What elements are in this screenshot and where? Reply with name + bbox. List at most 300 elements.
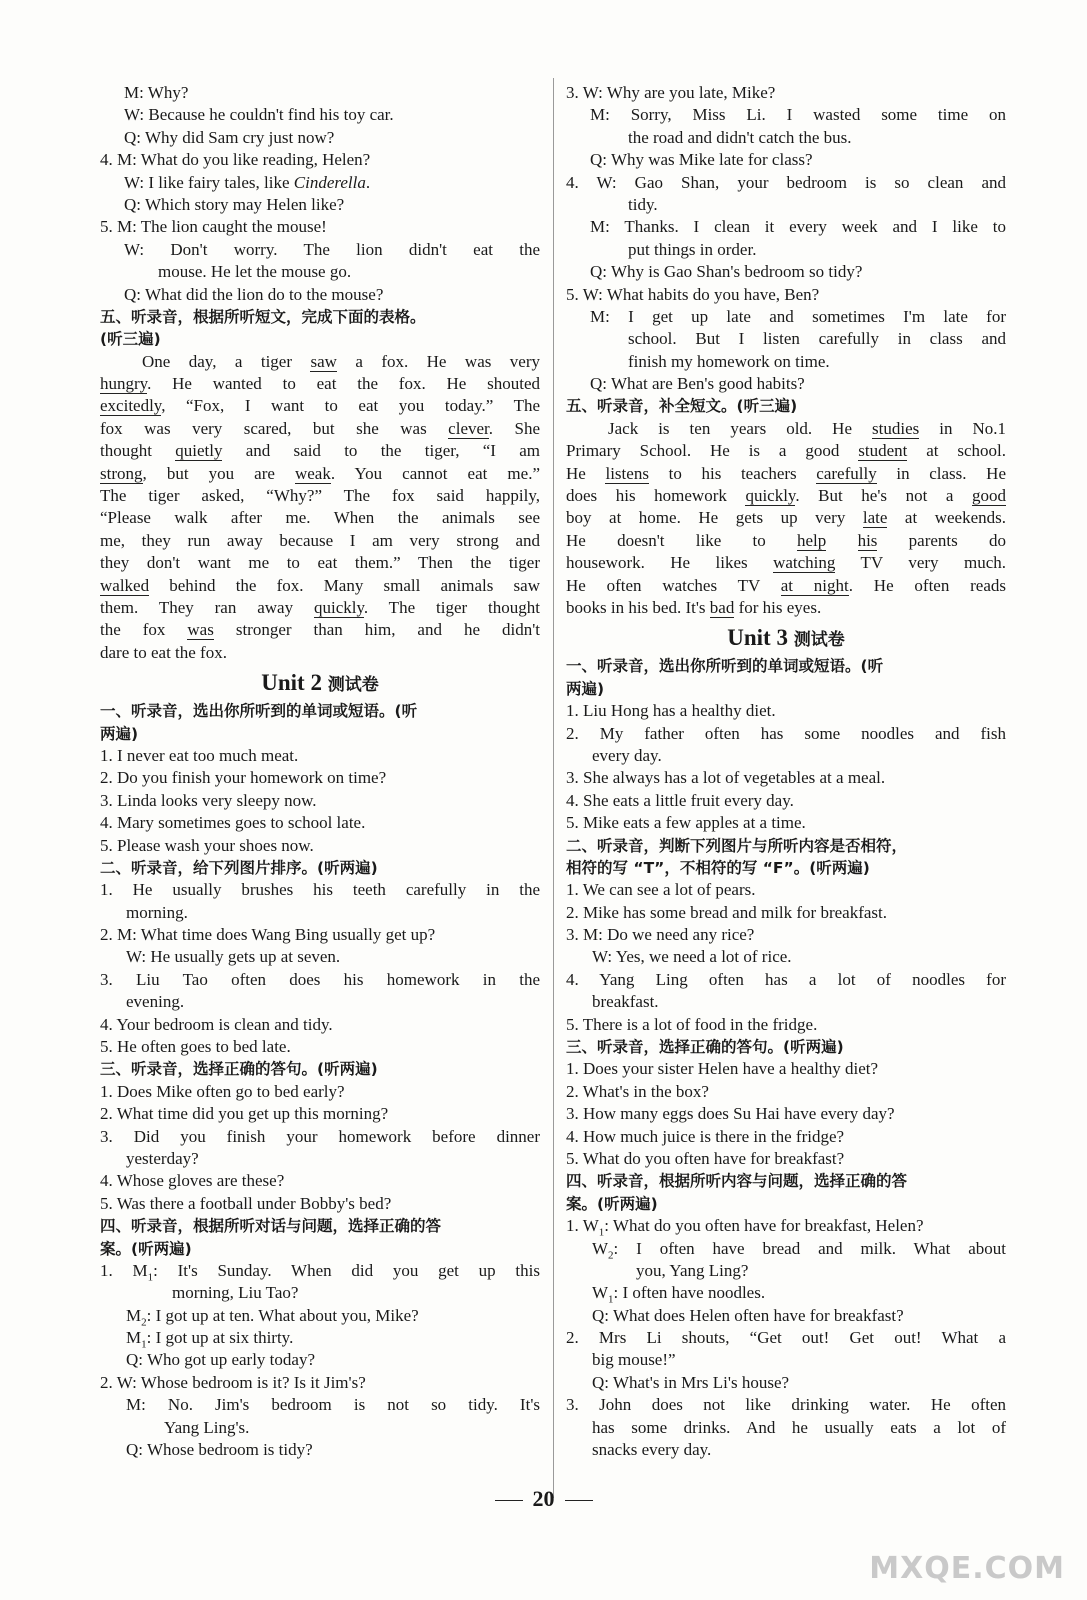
- text-segment: 1. Liu Hong has a healthy diet.: [566, 701, 776, 721]
- text-line: [100, 1170, 540, 1192]
- text-segment: The tiger asked, “Why?” The fox said happily,: [100, 486, 540, 506]
- text-segment: you, Yang Ling?: [636, 1260, 749, 1280]
- text-line: [100, 395, 540, 417]
- text-segment: : What do you often have for breakfast, Helen?: [604, 1216, 924, 1236]
- text-line: [100, 194, 540, 216]
- section-heading: [100, 1215, 540, 1237]
- filled-answer: quickly: [313, 597, 364, 617]
- text-segment: W: Don't worry. The lion didn't eat the: [124, 239, 540, 259]
- text-segment: Q: Who got up early today?: [126, 1350, 316, 1370]
- text-line: [566, 575, 1006, 597]
- text-segment: in No.1: [919, 418, 1006, 438]
- text-line: [100, 82, 540, 104]
- text-segment: boy at home. He gets up very: [566, 508, 863, 528]
- text-line: [566, 82, 1006, 104]
- text-line: [566, 463, 1006, 485]
- text-segment: 2. Mike has some bread and milk for breakfast.: [566, 902, 888, 922]
- text-line: [566, 284, 1006, 306]
- text-segment: 3. Linda looks very sleepy now.: [100, 790, 317, 810]
- text-line: [566, 104, 1006, 126]
- text-segment: W: He usually gets up at seven.: [126, 947, 341, 967]
- filled-answer: strong: [100, 463, 143, 483]
- text-segment: evening.: [126, 992, 185, 1012]
- text-segment: 4. Mary sometimes goes to school late.: [100, 813, 366, 833]
- text-line: [566, 597, 1006, 619]
- text-segment: (听三遍): [100, 330, 161, 349]
- section-heading: [566, 835, 1006, 857]
- text-line: [566, 1394, 1006, 1416]
- text-segment: 5. There is a lot of food in the fridge.: [566, 1014, 818, 1034]
- section-heading: [566, 857, 1006, 879]
- text-segment: 5. What do you often have for breakfast?: [566, 1148, 845, 1168]
- text-segment: 2. What's in the box?: [566, 1081, 709, 1101]
- text-segment: 3. Liu Tao often does his homework in the: [100, 969, 540, 989]
- text-line: [566, 1238, 1006, 1260]
- text-segment: Yang Ling's.: [164, 1417, 250, 1437]
- text-line: [100, 1282, 540, 1304]
- text-segment: He often watches TV: [566, 575, 781, 595]
- text-segment: Q: Why was Mike late for class?: [590, 150, 813, 170]
- text-line: [100, 745, 540, 767]
- text-segment: . The tiger thought: [363, 597, 540, 617]
- text-segment: 3. John does not like drinking water. He often: [566, 1395, 1006, 1415]
- text-segment: 5. Was there a football under Bobby's bed?: [100, 1193, 392, 1213]
- text-line: [100, 619, 540, 641]
- section-heading: [566, 678, 1006, 700]
- text-line: [100, 485, 540, 507]
- text-segment: 2. What time did you get up this morning?: [100, 1104, 389, 1124]
- text-segment: . He often reads: [848, 575, 1006, 595]
- text-segment: W: I like fairy tales, like: [124, 172, 294, 192]
- text-line: [100, 418, 540, 440]
- text-line: [100, 1126, 540, 1148]
- text-segment: M: No. Jim's bedroom is not so tidy. It's: [126, 1395, 540, 1415]
- text-segment: the road and didn't catch the bus.: [628, 127, 852, 147]
- text-segment: 2. My father often has some noodles and fish: [566, 723, 1006, 743]
- text-line: [566, 1282, 1006, 1304]
- text-segment: breakfast.: [592, 992, 659, 1012]
- text-line: [566, 879, 1006, 901]
- text-segment: : It's Sunday. When did you get up this: [153, 1260, 540, 1280]
- text-segment: Q: What are Ben's good habits?: [590, 374, 805, 394]
- text-segment: Q: Why did Sam cry just now?: [124, 127, 335, 147]
- text-line: [100, 440, 540, 462]
- text-line: [566, 261, 1006, 283]
- text-segment: 5. He often goes to bed late.: [100, 1037, 291, 1057]
- text-line: [100, 463, 540, 485]
- text-segment: and said to the tiger, “I am: [222, 441, 540, 461]
- text-line: [566, 812, 1006, 834]
- right-column: [566, 82, 1006, 1461]
- text-line: [566, 969, 1006, 991]
- text-segment: for his eyes.: [734, 597, 822, 617]
- text-segment: to his teachers: [648, 463, 817, 483]
- text-segment: morning.: [126, 902, 188, 922]
- text-segment: 测试卷: [327, 675, 379, 696]
- text-segment: 4. She eats a little fruit every day.: [566, 790, 794, 810]
- text-segment: . You cannot eat me.”: [330, 463, 540, 483]
- text-segment: : I got up at six thirty.: [146, 1328, 294, 1348]
- text-line: [566, 991, 1006, 1013]
- text-segment: yesterday?: [126, 1148, 199, 1168]
- text-line: [100, 1305, 540, 1327]
- text-segment: . She: [488, 418, 540, 438]
- text-line: [100, 284, 540, 306]
- text-line: [100, 969, 540, 991]
- text-line: [100, 1372, 540, 1394]
- text-line: [100, 1014, 540, 1036]
- text-segment: W: [592, 1283, 609, 1303]
- text-segment: 4. Yang Ling often has a lot of noodles for: [566, 969, 1006, 989]
- text-segment: 一、听录音，选出你所听到的单词或短语。(听: [100, 702, 418, 721]
- text-line: [566, 172, 1006, 194]
- text-segment: does his homework: [566, 486, 746, 506]
- text-line: [100, 552, 540, 574]
- text-segment: finish my homework on time.: [628, 351, 830, 371]
- text-segment: 2. Mrs Li shouts, “Get out! Get out! What a: [566, 1328, 1006, 1348]
- text-line: [566, 1327, 1006, 1349]
- text-line: [566, 767, 1006, 789]
- filled-answer: excitedly: [100, 396, 162, 416]
- text-line: [566, 216, 1006, 238]
- text-line: [100, 351, 540, 373]
- text-segment: thought: [100, 441, 176, 461]
- text-segment: 4. How much juice is there in the fridge?: [566, 1126, 845, 1146]
- text-segment: Cinderella: [293, 172, 366, 192]
- text-segment: 相符的写 “T”，不相符的写 “F”。(听两遍): [566, 858, 870, 877]
- speaker-subscript: 1: [147, 1271, 154, 1283]
- text-line: [100, 835, 540, 857]
- text-line: [566, 745, 1006, 767]
- section-heading: [100, 1058, 540, 1080]
- section-heading: [100, 328, 540, 350]
- text-segment: . He wanted to eat the fox. He shouted: [147, 374, 540, 394]
- text-line: [100, 575, 540, 597]
- text-segment: parents do: [877, 530, 1006, 550]
- text-segment: M: Why?: [124, 83, 189, 102]
- text-segment: : I often have bread and milk. What about: [613, 1238, 1006, 1258]
- text-segment: M: I get up late and sometimes I'm late for: [590, 306, 1006, 326]
- text-line: [100, 946, 540, 968]
- unit-title: [100, 664, 540, 700]
- text-line: [100, 530, 540, 552]
- text-segment: 3. She always has a lot of vegetables at a meal.: [566, 768, 886, 788]
- text-line: [566, 1439, 1006, 1461]
- text-segment: housework. He likes: [566, 553, 774, 573]
- filled-answer: his: [857, 530, 878, 550]
- text-segment: Unit 3: [727, 625, 794, 651]
- watermark-logo: MXQE.COM: [869, 1551, 1065, 1586]
- text-segment: 四、听录音，根据所听内容与问题，选择正确的答: [566, 1172, 908, 1191]
- text-line: [566, 239, 1006, 261]
- filled-answer: was: [187, 620, 214, 640]
- text-line: [100, 902, 540, 924]
- text-segment: 5. Please wash your shoes now.: [100, 835, 314, 855]
- text-segment: mouse. He let the mouse go.: [158, 262, 352, 282]
- text-segment: every day.: [592, 745, 662, 765]
- text-segment: in class. He: [876, 463, 1006, 483]
- text-segment: TV very much.: [835, 553, 1006, 573]
- text-line: [566, 1305, 1006, 1327]
- text-line: [566, 552, 1006, 574]
- text-line: [100, 216, 540, 238]
- text-line: [566, 1215, 1006, 1237]
- text-segment: 两遍): [566, 679, 605, 698]
- text-segment: 1. Does your sister Helen have a healthy diet?: [566, 1059, 879, 1079]
- text-segment: 3. W: Why are you late, Mike?: [566, 83, 776, 102]
- text-segment: 案。(听两遍): [566, 1194, 658, 1213]
- text-line: [100, 767, 540, 789]
- text-line: [566, 1103, 1006, 1125]
- text-line: [566, 1148, 1006, 1170]
- text-line: [566, 1126, 1006, 1148]
- text-segment: He doesn't like to: [566, 530, 798, 550]
- filled-answer: hungry: [100, 374, 148, 394]
- filled-answer: watching: [773, 553, 836, 573]
- section-heading: [100, 857, 540, 879]
- text-segment: me, they run away because I am very strong and: [100, 530, 540, 550]
- text-segment: 五、听录音，补全短文。(听三遍): [566, 397, 798, 416]
- text-line: [100, 1148, 540, 1170]
- text-segment: 1. Does Mike often go to bed early?: [100, 1081, 345, 1101]
- section-heading: [100, 306, 540, 328]
- text-segment: stronger than him, and he didn't: [213, 620, 540, 640]
- text-segment: 4. W: Gao Shan, your bedroom is so clean and: [566, 172, 1006, 192]
- text-line: [100, 642, 540, 664]
- text-line: [100, 1327, 540, 1349]
- text-line: [100, 1036, 540, 1058]
- text-segment: 4. Whose gloves are these?: [100, 1171, 285, 1191]
- text-segment: snacks every day.: [592, 1440, 712, 1460]
- text-segment: 4. M: What do you like reading, Helen?: [100, 150, 371, 170]
- text-segment: 5. M: The lion caught the mouse!: [100, 217, 327, 237]
- text-segment: 二、听录音，给下列图片排序。(听两遍): [100, 858, 378, 877]
- text-segment: [826, 531, 857, 550]
- text-segment: Unit 2: [261, 670, 328, 696]
- text-segment: the fox: [100, 620, 188, 640]
- text-line: [566, 418, 1006, 440]
- filled-answer: quietly: [175, 441, 223, 461]
- filled-answer: help: [797, 530, 827, 550]
- filled-answer: listens: [605, 463, 649, 483]
- text-line: [566, 924, 1006, 946]
- text-segment: 5. Mike eats a few apples at a time.: [566, 813, 806, 833]
- text-line: [566, 700, 1006, 722]
- filled-answer: weak: [294, 463, 331, 483]
- text-line: [100, 879, 540, 901]
- text-segment: 案。(听两遍): [100, 1239, 192, 1258]
- page-number: 20: [0, 1486, 1087, 1512]
- text-line: [100, 924, 540, 946]
- filled-answer: walked: [100, 575, 150, 595]
- text-line: [566, 902, 1006, 924]
- text-segment: 1. I never eat too much meat.: [100, 745, 299, 765]
- text-segment: Jack is ten years old. He: [608, 418, 873, 438]
- text-line: [100, 172, 540, 194]
- text-segment: 两遍): [100, 724, 139, 743]
- text-segment: 3. Did you finish your homework before dinner: [100, 1126, 540, 1146]
- text-line: [100, 104, 540, 126]
- text-line: [100, 812, 540, 834]
- filled-answer: good: [972, 486, 1006, 506]
- text-segment: W: Yes, we need a lot of rice.: [592, 947, 792, 967]
- text-segment: Q: Why is Gao Shan's bedroom so tidy?: [590, 262, 863, 282]
- text-line: [100, 1193, 540, 1215]
- text-line: [100, 261, 540, 283]
- text-segment: school. But I listen carefully in class and: [628, 329, 1006, 349]
- text-segment: 1. He usually brushes his teeth carefully in the: [100, 880, 540, 900]
- text-line: [100, 1439, 540, 1461]
- filled-answer: quickly: [745, 486, 796, 506]
- text-segment: Q: What does Helen often have for breakfast?: [592, 1305, 904, 1325]
- text-segment: has some drinks. And he usually eats a lot of: [592, 1417, 1006, 1437]
- filled-answer: at night: [780, 575, 849, 595]
- text-line: [566, 1260, 1006, 1282]
- text-segment: One day, a tiger: [142, 351, 311, 371]
- text-line: [566, 440, 1006, 462]
- section-heading: [100, 1238, 540, 1260]
- text-segment: 3. M: Do we need any rice?: [566, 925, 755, 945]
- section-heading: [566, 1193, 1006, 1215]
- text-line: [566, 149, 1006, 171]
- text-segment: 1. M: [100, 1260, 148, 1280]
- text-line: [566, 127, 1006, 149]
- section-heading: [100, 700, 540, 722]
- text-segment: “Please walk after me. When the animals see: [100, 508, 540, 528]
- text-line: [100, 991, 540, 1013]
- text-segment: fox was very scared, but she was: [100, 418, 449, 438]
- left-column: [100, 82, 540, 1461]
- speaker-subscript: 1: [141, 1338, 147, 1350]
- text-line: [566, 373, 1006, 395]
- text-line: [100, 1349, 540, 1371]
- text-line: [100, 1394, 540, 1416]
- text-line: [566, 306, 1006, 328]
- text-segment: 4. Your bedroom is clean and tidy.: [100, 1014, 333, 1034]
- text-segment: big mouse!”: [592, 1350, 676, 1370]
- text-segment: W: Because he couldn't find his toy car.: [124, 105, 394, 125]
- text-line: [566, 530, 1006, 552]
- text-segment: Q: Whose bedroom is tidy?: [126, 1440, 313, 1460]
- text-segment: tidy.: [628, 194, 658, 214]
- text-line: [566, 946, 1006, 968]
- text-segment: Primary School. He is a good: [566, 441, 859, 461]
- filled-answer: bad: [709, 597, 735, 617]
- text-line: [566, 1372, 1006, 1394]
- filled-answer: saw: [310, 351, 337, 371]
- section-heading: [566, 1170, 1006, 1192]
- text-segment: 三、听录音，选择正确的答句。(听两遍): [100, 1060, 378, 1079]
- text-segment: M: Sorry, Miss Li. I wasted some time on: [590, 105, 1006, 125]
- text-segment: 1. We can see a lot of pears.: [566, 880, 756, 900]
- text-line: [100, 127, 540, 149]
- speaker-subscript: 1: [598, 1226, 605, 1238]
- text-line: [100, 239, 540, 261]
- section-heading: [566, 655, 1006, 677]
- filled-answer: late: [862, 508, 888, 528]
- text-segment: dare to eat the fox.: [100, 642, 227, 662]
- text-segment: Q: What's in Mrs Li's house?: [592, 1372, 790, 1392]
- text-line: [566, 485, 1006, 507]
- text-segment: 3. How many eggs does Su Hai have every day?: [566, 1104, 895, 1124]
- text-line: [100, 1260, 540, 1282]
- text-segment: 2. Do you finish your homework on time?: [100, 768, 387, 788]
- unit-title: [566, 619, 1006, 655]
- section-heading: [566, 1036, 1006, 1058]
- text-line: [100, 1417, 540, 1439]
- text-segment: they don't want me to eat them.” Then the tiger: [100, 553, 540, 573]
- text-segment: 三、听录音，选择正确的答句。(听两遍): [566, 1038, 844, 1057]
- speaker-subscript: 1: [608, 1293, 614, 1305]
- text-line: [566, 723, 1006, 745]
- text-segment: 1. W: [566, 1216, 599, 1236]
- text-segment: M: [126, 1328, 142, 1348]
- text-segment: 2. W: Whose bedroom is it? Is it Jim's?: [100, 1372, 366, 1392]
- text-line: [100, 149, 540, 171]
- text-segment: 5. W: What habits do you have, Ben?: [566, 284, 820, 304]
- text-segment: . But he's not a: [795, 486, 972, 506]
- filled-answer: student: [858, 441, 908, 461]
- text-segment: 测试卷: [793, 630, 845, 651]
- text-line: [100, 597, 540, 619]
- text-segment: Q: What did the lion do to the mouse?: [124, 284, 384, 304]
- text-line: [566, 328, 1006, 350]
- text-segment: : I often have noodles.: [613, 1283, 766, 1303]
- text-segment: .: [365, 172, 371, 192]
- text-line: [100, 373, 540, 395]
- text-segment: a fox. He was very: [336, 351, 540, 371]
- text-segment: put things in order.: [628, 239, 757, 259]
- column-divider: [553, 78, 554, 1498]
- text-segment: 五、听录音，根据所听短文，完成下面的表格。: [100, 307, 426, 326]
- text-segment: Q: Which story may Helen like?: [124, 194, 345, 214]
- text-segment: M: Thanks. I clean it every week and I like to: [590, 217, 1006, 237]
- text-segment: books in his bed. It's: [566, 597, 710, 617]
- filled-answer: studies: [872, 418, 920, 438]
- text-segment: , “Fox, I want to eat you today.” The: [161, 396, 540, 416]
- text-segment: at school.: [907, 441, 1006, 461]
- section-heading: [100, 723, 540, 745]
- text-segment: them. They ran away: [100, 597, 314, 617]
- text-segment: 二、听录音，判断下列图片与所听内容是否相符，: [566, 836, 908, 855]
- text-segment: He: [566, 463, 606, 483]
- text-line: [100, 507, 540, 529]
- text-line: [566, 1014, 1006, 1036]
- text-segment: W: [592, 1238, 609, 1258]
- text-segment: morning, Liu Tao?: [172, 1283, 299, 1303]
- speaker-subscript: 2: [608, 1248, 614, 1260]
- text-line: [566, 1058, 1006, 1080]
- text-line: [100, 1103, 540, 1125]
- text-line: [566, 790, 1006, 812]
- text-line: [566, 351, 1006, 373]
- text-line: [566, 1349, 1006, 1371]
- text-line: [566, 507, 1006, 529]
- text-segment: 一、听录音，选出你所听到的单词或短语。(听: [566, 657, 884, 676]
- text-segment: 四、听录音，根据所听对话与问题，选择正确的答: [100, 1217, 442, 1236]
- section-heading: [566, 395, 1006, 417]
- text-segment: , but you are: [142, 463, 295, 483]
- text-line: [100, 1081, 540, 1103]
- text-line: [566, 194, 1006, 216]
- text-line: [566, 1417, 1006, 1439]
- speaker-subscript: 2: [141, 1316, 147, 1328]
- text-line: [566, 1081, 1006, 1103]
- text-segment: behind the fox. Many small animals saw: [149, 575, 540, 595]
- text-segment: : I got up at ten. What about you, Mike?: [146, 1305, 419, 1325]
- text-segment: at weekends.: [887, 508, 1006, 528]
- text-segment: M: [126, 1305, 142, 1325]
